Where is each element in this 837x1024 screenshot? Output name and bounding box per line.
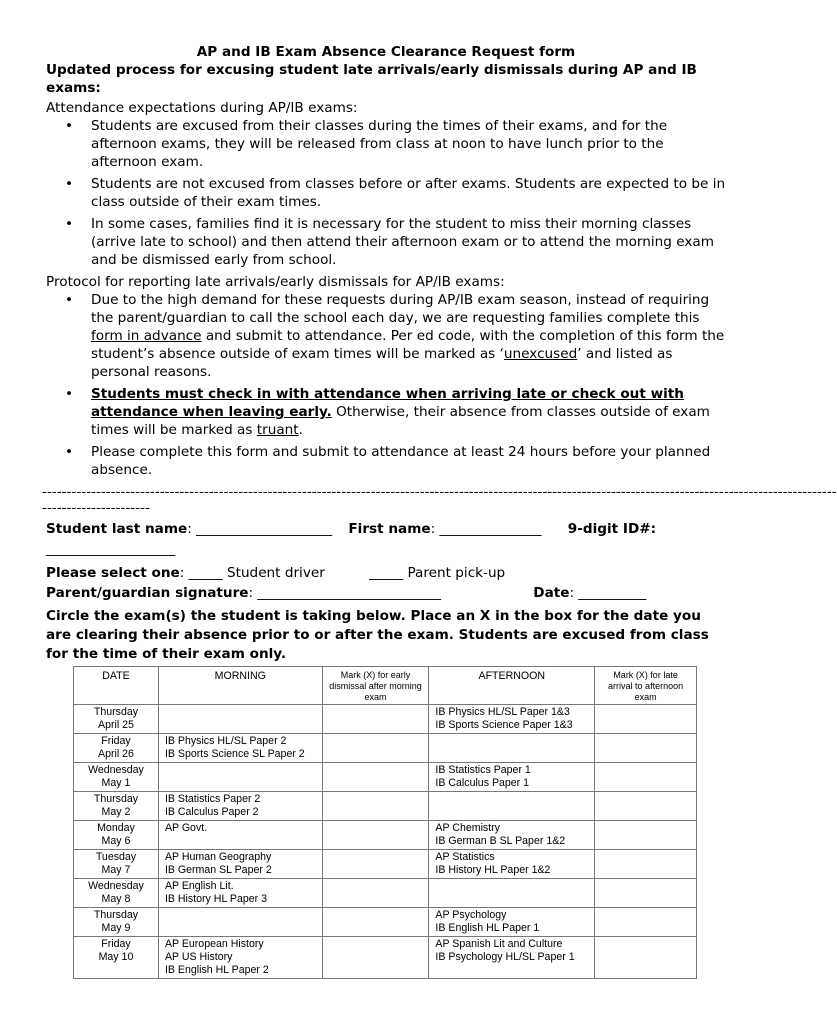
exam-name[interactable]: AP Govt. (164, 822, 208, 834)
exam-name[interactable]: AP English Lit. (164, 880, 234, 892)
early-dismissal-mark-box[interactable] (322, 821, 429, 850)
exam-name[interactable]: IB Statistics Paper 2 (164, 793, 261, 805)
date-field[interactable]: : __________ (569, 585, 647, 601)
exam-day: Wednesday (88, 880, 144, 892)
table-row (74, 850, 697, 879)
morning-exams-cell (158, 821, 322, 850)
exam-name[interactable]: IB Physics HL/SL Paper 2 (164, 735, 287, 747)
check-in-requirement: Students must check in with attendance when arriving late or check out with attendance when leaving early. (91, 386, 684, 420)
select-one-label: Please select one (46, 565, 180, 581)
late-arrival-mark-box[interactable] (595, 937, 697, 979)
exam-name[interactable]: IB Physics HL/SL Paper 1&3 (435, 706, 570, 718)
exam-name[interactable]: AP Spanish Lit and Culture (435, 938, 563, 950)
table-row (74, 705, 697, 734)
signature-row (46, 583, 726, 603)
exam-day: Thursday (93, 909, 139, 921)
exam-schedule-table (73, 666, 697, 979)
morning-exams-cell (158, 850, 322, 879)
parent-pickup-option[interactable]: _____ Parent pick-up (369, 565, 506, 581)
late-arrival-mark-box[interactable] (595, 850, 697, 879)
attendance-list (46, 117, 726, 269)
afternoon-exams-cell (429, 821, 595, 850)
exam-day: Monday (97, 822, 135, 834)
early-dismissal-header: Mark (X) for early dismissal after morning exam (322, 667, 429, 705)
exam-date: May 10 (98, 951, 134, 963)
late-arrival-mark-box[interactable] (595, 792, 697, 821)
exam-name[interactable]: AP European History (164, 938, 264, 950)
afternoon-exams-cell (429, 763, 595, 792)
form-page (42, 44, 837, 664)
list-item: • Students are excused from their classes during the times of their exams, and for the afternoon exams, they will be released from class at noon to have lunch prior to the afternoon exam. (65, 118, 668, 170)
exam-rows (74, 705, 697, 979)
exam-date-cell (74, 821, 159, 850)
morning-exams-cell (158, 908, 322, 937)
exam-name[interactable]: IB Calculus Paper 2 (164, 806, 259, 818)
morning-exams-cell (158, 937, 322, 979)
list-item: • Due to the high demand for these requests during AP/IB exam season, instead of requiring the parent/guardian to call the school each day, we are requesting families complete this form in advance and submit to attendance. Per ed code, with the completion of this form the student’s absence outside of exam times will be marked as ‘unexcused’ and listed as personal reasons. (65, 292, 725, 380)
late-arrival-mark-box[interactable] (595, 763, 697, 792)
exam-date-cell (74, 850, 159, 879)
exam-name[interactable]: AP US History (164, 951, 233, 963)
exam-date: May 2 (101, 806, 131, 818)
exam-date: May 8 (101, 893, 131, 905)
student-name-row (46, 519, 726, 539)
afternoon-exams-cell (429, 850, 595, 879)
exam-date: May 6 (101, 835, 131, 847)
exam-name[interactable]: IB History HL Paper 1&2 (435, 864, 551, 876)
form-title: AP and IB Exam Absence Clearance Request form (196, 44, 576, 60)
exam-date: May 7 (101, 864, 131, 876)
afternoon-exams-cell (429, 937, 595, 979)
afternoon-exams-cell (429, 734, 595, 763)
early-dismissal-mark-box[interactable] (322, 850, 429, 879)
exam-day: Friday (101, 938, 131, 950)
late-arrival-header: Mark (X) for late arrival to afternoon exam (595, 667, 697, 705)
exam-date-cell (74, 763, 159, 792)
late-arrival-mark-box[interactable] (595, 821, 697, 850)
table-header-row (74, 667, 697, 705)
table-row (74, 821, 697, 850)
early-dismissal-mark-box[interactable] (322, 908, 429, 937)
bullet-icon: • (65, 292, 74, 308)
late-arrival-mark-box[interactable] (595, 734, 697, 763)
exam-name[interactable]: IB English HL Paper 2 (164, 964, 269, 976)
last-name-field[interactable]: : ____________________ (187, 521, 333, 537)
exam-name[interactable]: AP Chemistry (435, 822, 500, 834)
table-row (74, 734, 697, 763)
divider-line-continued: ---------------------- (42, 500, 150, 516)
unexcused-text: unexcused (503, 346, 578, 362)
table-row (74, 937, 697, 979)
bullet-icon: • (65, 176, 74, 192)
first-name-field[interactable]: : _______________ (430, 521, 542, 537)
late-arrival-mark-box[interactable] (595, 705, 697, 734)
table-row (74, 879, 697, 908)
morning-exams-cell (158, 734, 322, 763)
exam-name[interactable]: IB German B SL Paper 1&2 (435, 835, 566, 847)
bullet-icon: • (65, 444, 74, 460)
student-driver-option[interactable]: : _____ Student driver (179, 565, 325, 581)
exam-instructions: Circle the exam(s) the student is taking below. Place an X in the box for the date you are clearing their absence prior to or after the exam. Students are excused from class for the time of their exam only. (46, 608, 709, 662)
exam-date: May 1 (101, 777, 131, 789)
first-name-label: First name (348, 521, 431, 537)
id-label: 9-digit ID#: (567, 521, 657, 537)
exam-name[interactable]: IB Statistics Paper 1 (435, 764, 531, 776)
exam-name[interactable]: AP Psychology (435, 909, 507, 921)
afternoon-exams-cell (429, 908, 595, 937)
late-arrival-mark-box[interactable] (595, 908, 697, 937)
exam-name[interactable]: IB Sports Science Paper 1&3 (435, 719, 573, 731)
exam-date: April 26 (98, 748, 134, 760)
exam-name[interactable]: AP Human Geography (164, 851, 272, 863)
exam-date: April 25 (98, 719, 134, 731)
late-arrival-mark-box[interactable] (595, 879, 697, 908)
signature-label: Parent/guardian signature (46, 585, 249, 601)
table-row (74, 908, 697, 937)
morning-exams-cell (158, 705, 322, 734)
early-dismissal-mark-box[interactable] (322, 937, 429, 979)
morning-exams-cell (158, 792, 322, 821)
exam-day: Thursday (93, 793, 139, 805)
list-item: • Please complete this form and submit to attendance at least 24 hours before your planned absence. (65, 444, 711, 478)
truant-text: truant (256, 422, 299, 438)
exam-day: Wednesday (88, 764, 144, 776)
last-name-label: Student last name (46, 521, 188, 537)
id-field[interactable]: ___________________ (46, 541, 176, 557)
form-in-advance-text: form in advance (91, 328, 202, 344)
early-dismissal-mark-box[interactable] (322, 705, 429, 734)
exam-day: Tuesday (95, 851, 137, 863)
exam-date-cell (74, 792, 159, 821)
exam-date-cell (74, 879, 159, 908)
exam-name[interactable]: AP Statistics (435, 851, 495, 863)
bullet-icon: • (65, 386, 74, 402)
early-dismissal-mark-box[interactable] (322, 763, 429, 792)
attendance-heading: Attendance expectations during AP/IB exams: (46, 100, 358, 116)
list-item: • Students must check in with attendance when arriving late or check out with attendance when leaving early. Otherwise, their absence from classes outside of exam times will be marked as truant. (65, 386, 710, 438)
divider-line: ------------------------------------------------------------------------------------------------------------------------------------------------------------------ (42, 484, 837, 500)
exam-date: May 9 (101, 922, 131, 934)
exam-date-cell (74, 908, 159, 937)
exam-name[interactable]: IB Sports Science SL Paper 2 (164, 748, 305, 760)
exam-day: Friday (101, 735, 131, 747)
bullet-icon: • (65, 216, 74, 232)
table-row (74, 792, 697, 821)
exam-name[interactable]: IB German SL Paper 2 (164, 864, 272, 876)
afternoon-exams-cell (429, 792, 595, 821)
exam-name[interactable]: IB Psychology HL/SL Paper 1 (435, 951, 575, 963)
morning-exams-cell (158, 879, 322, 908)
exam-day: Thursday (93, 706, 139, 718)
protocol-heading: Protocol for reporting late arrivals/early dismissals for AP/IB exams: (46, 274, 505, 290)
date-header: DATE (74, 667, 159, 705)
exam-date-cell (74, 734, 159, 763)
exam-name[interactable]: IB English HL Paper 1 (435, 922, 540, 934)
afternoon-exams-cell (429, 879, 595, 908)
early-dismissal-mark-box[interactable] (322, 792, 429, 821)
protocol-list (46, 291, 726, 479)
morning-exams-cell (158, 763, 322, 792)
early-dismissal-mark-box[interactable] (322, 879, 429, 908)
table-row (74, 763, 697, 792)
form-subtitle: Updated process for excusing student late arrivals/early dismissals during AP and IB exams: (46, 62, 697, 96)
pickup-select-row (46, 563, 726, 583)
signature-field[interactable]: : ___________________________ (248, 585, 441, 601)
afternoon-header: AFTERNOON (429, 667, 595, 705)
bullet-icon: • (65, 118, 74, 134)
exam-date-cell (74, 705, 159, 734)
date-label: Date (533, 585, 570, 601)
list-item: • In some cases, families find it is necessary for the student to miss their morning classes (arrive late to school) and then attend their afternoon exam or to attend the morning exam and be dismissed early from school. (65, 216, 714, 268)
list-item: • Students are not excused from classes before or after exams. Students are expected to be in class outside of their exam times. (65, 176, 726, 210)
early-dismissal-mark-box[interactable] (322, 734, 429, 763)
afternoon-exams-cell (429, 705, 595, 734)
morning-header: MORNING (158, 667, 322, 705)
exam-name[interactable]: IB Calculus Paper 1 (435, 777, 530, 789)
exam-name[interactable]: IB History HL Paper 3 (164, 893, 267, 905)
exam-date-cell (74, 937, 159, 979)
